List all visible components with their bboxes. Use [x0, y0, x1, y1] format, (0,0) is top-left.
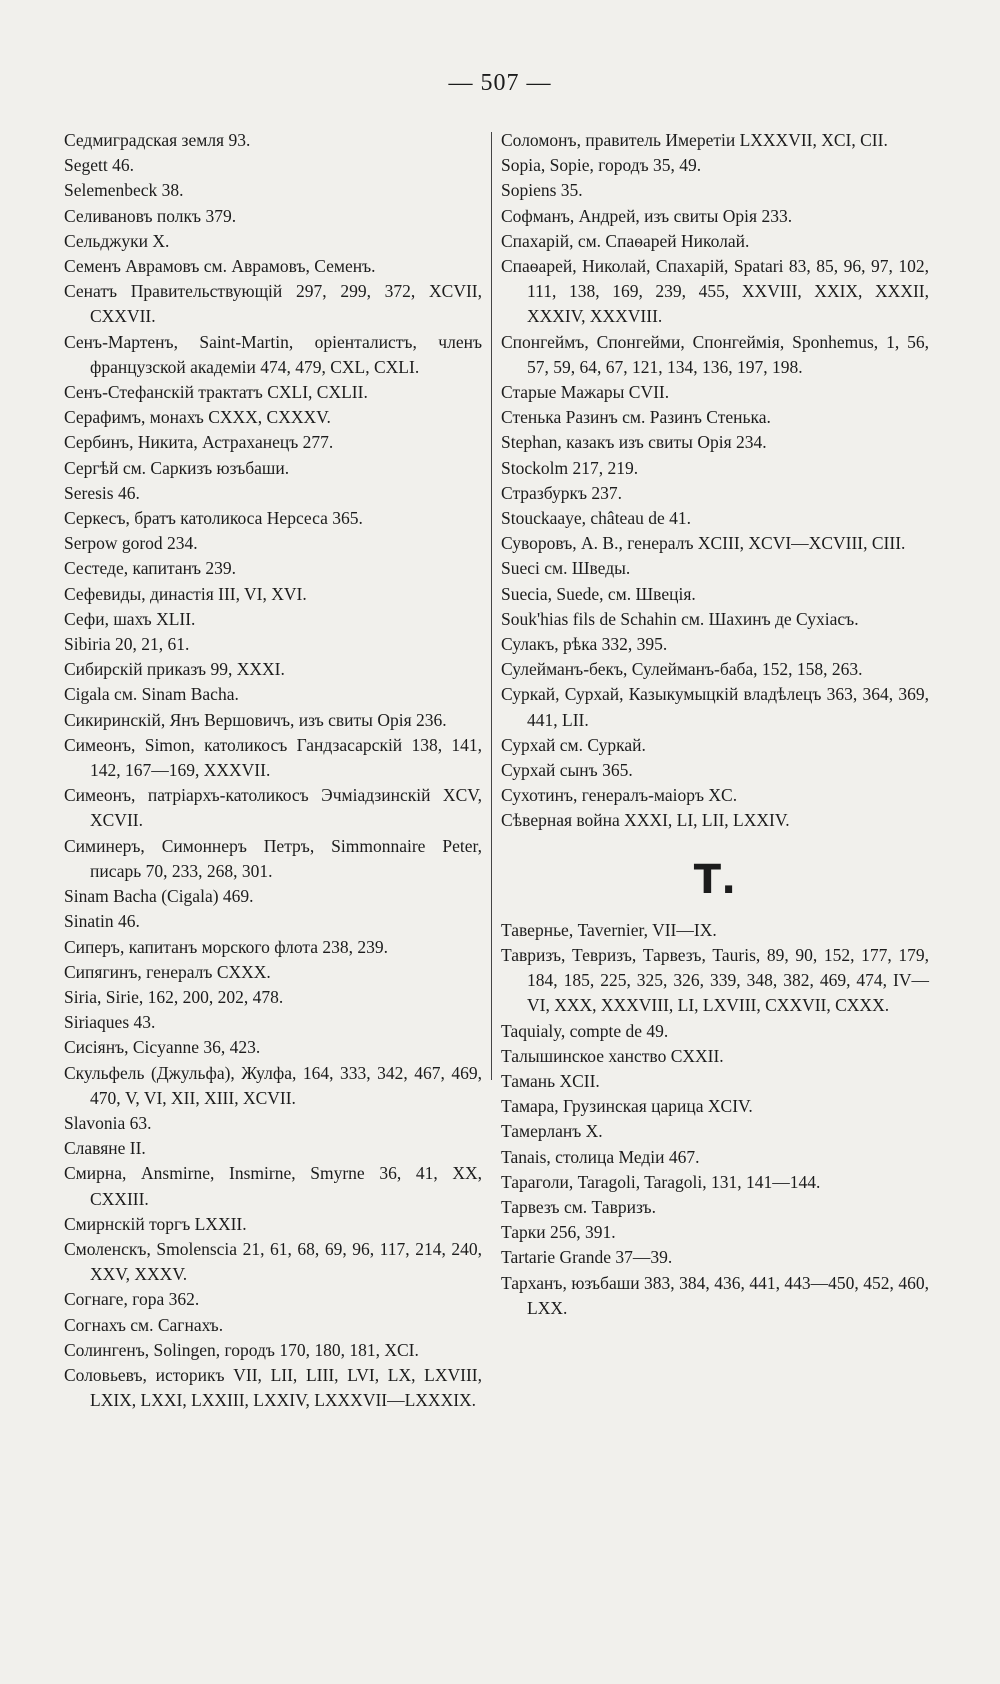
index-entry: Сельджуки X.: [64, 230, 170, 251]
index-entry: Сулакъ, рѣка 332, 395.: [501, 634, 668, 655]
index-entry: Сестеде, капитанъ 239.: [64, 558, 237, 579]
index-entry: Спахарій, см. Спаѳарей Николай.: [501, 230, 750, 251]
index-entry: Смирна, Ansmirne, Insmirne, Smyrne 36, 41, XX, CXXIII.: [64, 1163, 482, 1209]
index-entry: Тамерланъ X.: [501, 1121, 603, 1142]
index-entry: Slavonia 63.: [64, 1112, 152, 1133]
index-entry: Сипягинъ, генералъ CXXX.: [64, 961, 271, 982]
index-entry: Скульфель (Джульфа), Жулфа, 164, 333, 342, 467, 469, 470, V, VI, XII, XIII, XCVII.: [64, 1062, 482, 1108]
index-entry: Сефи, шахъ XLII.: [64, 608, 196, 629]
index-entry: Соломонъ, правитель Имеретіи LXXXVII, XCI, CII.: [501, 130, 888, 150]
index-entry: Согнаге, гора 362.: [64, 1289, 200, 1310]
index-entry: Серафимъ, монахъ CXXX, CXXXV.: [64, 407, 331, 428]
index-entry: Cigala см. Sinam Bacha.: [64, 684, 239, 705]
index-entry: Тарханъ, юзъбаши 383, 384, 436, 441, 443—450, 452, 460, LXX.: [501, 1272, 929, 1318]
index-entry: Симеонъ, Simon, католикосъ Гандзасарскій 138, 141, 142, 167—169, XXXVII.: [64, 734, 482, 781]
index-entry: Семенъ Аврамовъ см. Аврамовъ, Семенъ.: [64, 256, 376, 277]
index-entry: Старые Мажары CVII.: [501, 382, 670, 403]
index-entry: Сѣверная война XXXI, LI, LII, LXXIV.: [501, 810, 790, 831]
index-entry: Сергѣй см. Саркизъ юзъбаши.: [64, 457, 290, 478]
index-entry: Сулейманъ-бекъ, Сулейманъ-баба, 152, 158, 263.: [501, 659, 863, 680]
index-entry: Суркай, Сурхай, Казыкумыцкій владѣлецъ 363, 364, 369, 441, LII.: [501, 684, 929, 730]
index-entry: Selemenbeck 38.: [64, 180, 184, 201]
index-entry: Солингенъ, Solingen, городъ 170, 180, 181, XCI.: [64, 1339, 419, 1360]
index-entry: Seresis 46.: [64, 482, 140, 503]
index-entry: Тамань XCII.: [501, 1070, 600, 1091]
index-entry: Софманъ, Андрей, изъ свиты Орія 233.: [501, 205, 793, 226]
index-entry: Serpow gorod 234.: [64, 533, 198, 554]
index-entry: Сенъ-Стефанскій трактатъ CXLI, CXLII.: [64, 382, 368, 403]
index-entry: Тараголи, Taragoli, Taragoli, 131, 141—144.: [501, 1171, 821, 1192]
index-entry: Suеci см. Шведы.: [501, 558, 631, 579]
index-entry: Siria, Sirie, 162, 200, 202, 478.: [64, 986, 284, 1007]
index-entry: Стенька Разинъ см. Разинъ Стенька.: [501, 407, 771, 428]
index-entry: Тарвезъ см. Тавризъ.: [501, 1196, 656, 1217]
index-entry: Спаѳарей, Николай, Спахарій, Spatari 83, 85, 96, 97, 102, 111, 138, 169, 239, 455, XXVIII, XXIX, XXXII, XXXIV, XXXVIII.: [501, 256, 929, 327]
index-entry: Stouckaaye, château de 41.: [501, 508, 691, 529]
index-entry: Sinatin 46.: [64, 911, 140, 932]
index-entry: Сиперъ, капитанъ морского флота 238, 239.: [64, 936, 388, 957]
index-entry: Серкесъ, братъ католикоса Нерсеса 365.: [64, 508, 363, 529]
index-entry: Сенъ-Мартенъ, Saint-Martin, оріенталистъ, членъ французской академіи 474, 479, CXL, CXLI.: [64, 331, 482, 377]
index-entry: Сибирскій приказъ 99, XXXI.: [64, 659, 285, 680]
section-letter-heading: Т.: [693, 856, 737, 903]
index-entry: Талышинское ханство CXXII.: [501, 1045, 724, 1066]
index-entry: Соловьевъ, историкъ VII, LII, LIII, LVI, LX, LXVIII, LXIX, LXXI, LXXIII, LXXIV, LXXXVII—LXXXIX.: [64, 1364, 482, 1411]
index-entry: Седмиградская земля 93.: [64, 130, 251, 150]
index-entry: Sinam Bacha (Cigala) 469.: [64, 886, 254, 907]
right-column: [501, 128, 929, 1321]
index-entry: Суворовъ, А. В., генералъ XCIII, XCVI—XCVIII, CIII.: [501, 533, 906, 554]
index-entry: Segett 46.: [64, 155, 134, 176]
index-entry: Смирнскій торгъ LXXII.: [64, 1213, 247, 1234]
index-entry: Сурхай сынъ 365.: [501, 760, 633, 781]
index-entry: Тамара, Грузинская царица XCIV.: [501, 1096, 753, 1117]
index-entry: Sibiria 20, 21, 61.: [64, 634, 190, 655]
index-entry: Tartarie Grande 37—39.: [501, 1247, 673, 1268]
index-entry: Сефевиды, династія III, VI, XVI.: [64, 583, 307, 604]
index-entry: Селивановъ полкъ 379.: [64, 205, 237, 226]
index-entry: Согнахъ см. Сагнахъ.: [64, 1314, 224, 1335]
index-entry: Sopia, Sopie, городъ 35, 49.: [501, 155, 702, 176]
index-entry: Taquialy, compte de 49.: [501, 1020, 669, 1041]
index-entry: Сербинъ, Никита, Астраханецъ 277.: [64, 432, 334, 453]
index-entry: Siriaques 43.: [64, 1012, 156, 1033]
index-entry: Спонгеймъ, Спонгейми, Спонгеймія, Sponhemus, 1, 56, 57, 59, 64, 67, 121, 134, 136, 197, 198.: [501, 331, 929, 377]
index-entry: Sopiens 35.: [501, 180, 583, 201]
index-entry: Стразбуркъ 237.: [501, 482, 623, 503]
index-entry: Тарки 256, 391.: [501, 1222, 616, 1243]
index-entry: Stockolm 217, 219.: [501, 457, 639, 478]
index-entry: Souk'hias fils de Schahin см. Шахинъ де Сухіасъ.: [501, 608, 859, 629]
index-entry: Сисіянъ, Cicyanne 36, 423.: [64, 1037, 261, 1058]
index-entry: Сурхай см. Суркай.: [501, 734, 646, 755]
index-entry: Симинеръ, Симоннеръ Петръ, Simmonnaire Peter, писарь 70, 233, 268, 301.: [64, 835, 482, 881]
index-entry: Симеонъ, патріархъ-католикосъ Эчміадзинскій XCV, XCVII.: [64, 785, 482, 831]
index-entry: Тавернье, Tavernier, VII—IX.: [501, 919, 717, 940]
left-column: [64, 128, 482, 1413]
index-entry: Сикиринскій, Янъ Вершовичъ, изъ свиты Орія 236.: [64, 709, 447, 730]
index-entry: Смоленскъ, Smolenscia 21, 61, 68, 69, 96, 117, 214, 240, XXV, XXXV.: [64, 1238, 482, 1285]
column-divider: [491, 132, 492, 1080]
index-entry: Тавризъ, Тевризъ, Тарвезъ, Tauris, 89, 90, 152, 177, 179, 184, 185, 225, 325, 326, 339, 348, 382, 469, 474, IV—VI, XXX, XXXVIII, LI, LXVIII, CXXVII, CXXX.: [501, 944, 929, 1016]
index-entry: Славяне II.: [64, 1138, 146, 1159]
index-entry: Tanais, столица Медіи 467.: [501, 1146, 700, 1167]
page-number: — 507 —: [448, 70, 552, 96]
index-entry: Suecia, Suede, см. Швеція.: [501, 583, 696, 604]
index-entry: Сенатъ Правительствующій 297, 299, 372, XCVII, CXXVII.: [64, 281, 482, 327]
index-entry: Stephan, казакъ изъ свиты Орія 234.: [501, 432, 767, 453]
index-entry: Сухотинъ, генералъ-маіоръ XC.: [501, 785, 738, 806]
